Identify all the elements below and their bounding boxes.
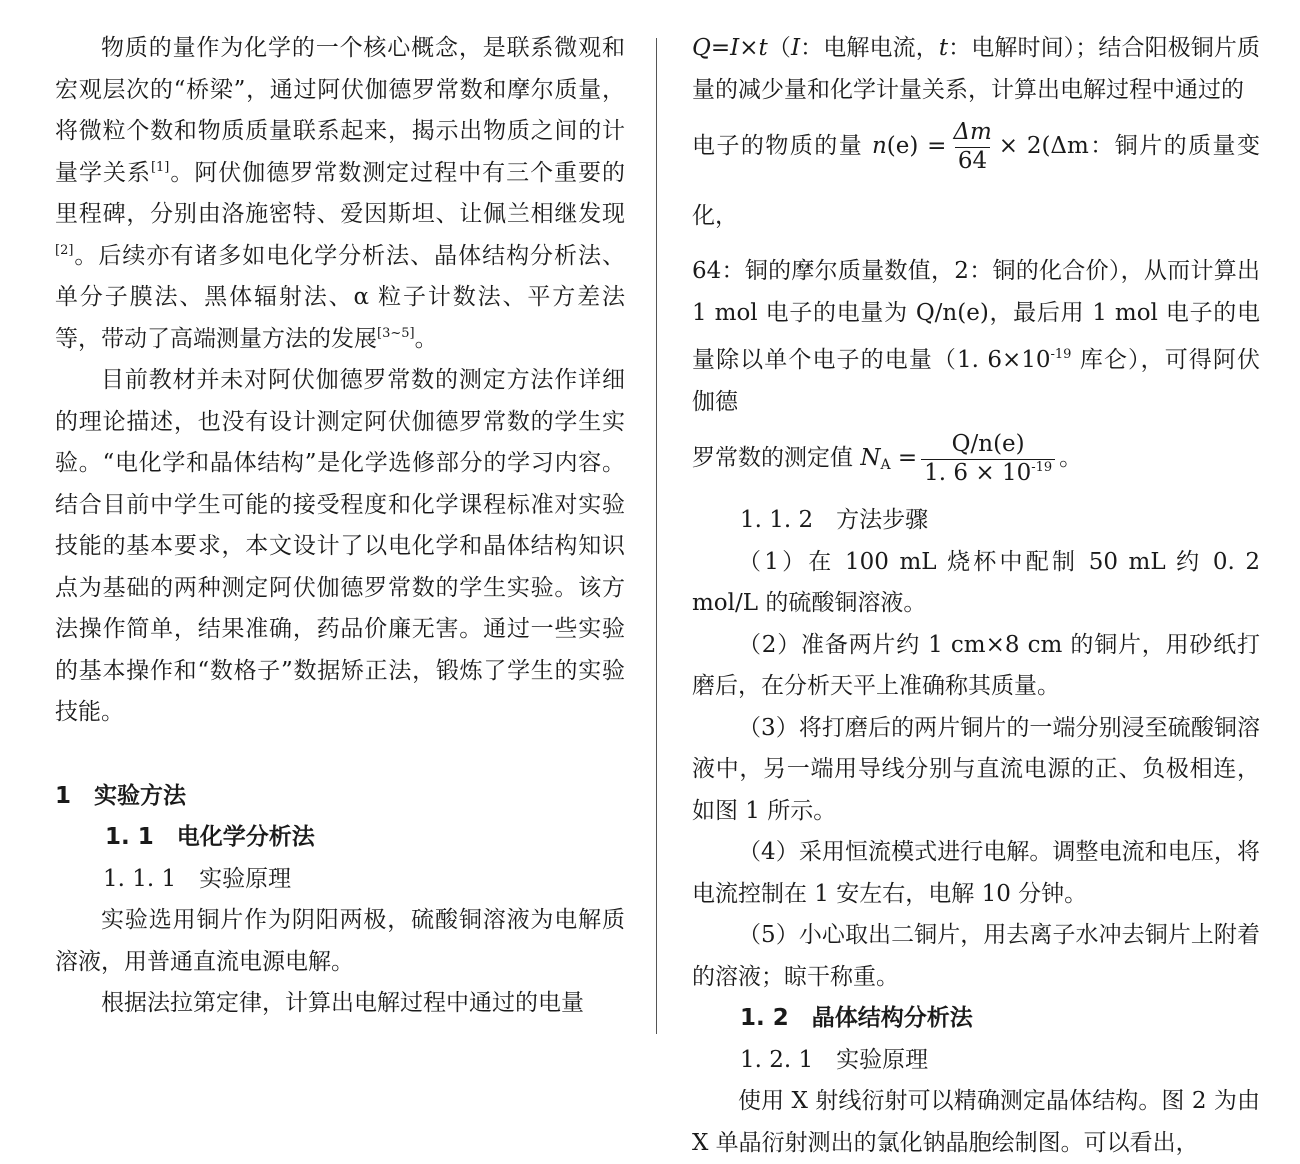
right-column xyxy=(692,28,1260,1164)
delta-m-fraction: $\frac{\Delta m}{64}$ xyxy=(953,118,992,174)
section-heading-1-2: 1. 2 晶体结构分析法 xyxy=(740,1005,973,1031)
charge-formula-paragraph: Q=I×t（I：电解电流，t：电解时间）；结合阳极铜片质量的减少量和化学计量关系，计算出电解过程中通过的 xyxy=(692,35,1261,103)
left-column xyxy=(55,28,625,1025)
principle-paragraph: 实验选用铜片作为阴阳两极，硫酸铜溶液为电解质溶液，用普通直流电源电解。 xyxy=(55,907,625,975)
step-2: （2）准备两片约 1 cm×8 cm 的铜片，用砂纸打磨后，在分析天平上准确称其质量。 xyxy=(692,631,1260,699)
section-heading-1-1-2: 1. 1. 2 方法步骤 xyxy=(740,507,929,533)
section-heading-1-2-1: 1. 2. 1 实验原理 xyxy=(740,1046,929,1073)
citation-3-5: [3~5] xyxy=(377,325,415,341)
avogadro-fraction: $\frac{Q/n(e)}{1. 6 \times 10^{-19}}$ xyxy=(921,431,1055,487)
faraday-paragraph: 根据法拉第定律，计算出电解过程中通过的电量 xyxy=(101,990,584,1016)
step-3: （3）将打磨后的两片铜片的一端分别浸至硫酸铜溶液中，另一端用导线分别与直流电源的正、负极相连，如图 1 所示。 xyxy=(692,714,1260,824)
step-5: （5）小心取出二铜片，用去离子水冲去铜片上附着的溶液；晾干称重。 xyxy=(692,922,1260,990)
avogadro-formula: 罗常数的测定值 $N_A$ = $\frac{Q/n(e)}{1. 6 \times 10^{-19}}$ 。 xyxy=(692,430,1083,486)
column-divider xyxy=(656,38,657,1034)
section-heading-1-1-1: 1. 1. 1 实验原理 xyxy=(103,865,292,892)
step-1: （1）在 100 mL 烧杯中配制 50 mL 约 0. 2 mol/L 的硫酸铜溶液。 xyxy=(692,548,1260,616)
step-4: （4）采用恒流模式进行电解。调整电流和电压，将电流控制在 1 安左右，电解 10 分钟。 xyxy=(692,839,1260,907)
xray-paragraph: 使用 X 射线衍射可以精确测定晶体结构。图 2 为由 X 单晶衍射测出的氯化钠晶胞绘制图。可以看出， xyxy=(692,1088,1260,1156)
motivation-paragraph: 目前教材并未对阿伏伽德罗常数的测定方法作详细的理论描述，也没有设计测定阿伏伽德罗常数的学生实验。“电化学和晶体结构”是化学选修部分的学习内容。结合目前中学生可能的接受程度和化学课程标准对实验技能的基本要求，本文设计了以电化学和晶体结构知识点为基础的两种测定阿伏伽德罗常数的学生实验。该方法操作简单，结果准确，药品价廉无害。通过一些实验的基本操作和“数格子”数据矫正法，锻炼了学生的实验技能。 xyxy=(55,367,625,725)
citation-2: [2] xyxy=(55,242,74,258)
section-heading-1-1: 1. 1 电化学分析法 xyxy=(105,824,315,850)
section-heading-1: 1 实验方法 xyxy=(55,782,187,809)
electron-mole-formula: 电子的物质的量 n(e) = $\frac{\Delta m}{64}$ × 2(Δm：铜片的质量变化， xyxy=(692,118,1261,229)
intro-paragraph: 物质的量作为化学的一个核心概念，是联系微观和宏观层次的“桥梁”，通过阿伏伽德罗常数和摩尔质量，将微粒个数和物质质量联系起来，揭示出物质之间的计量学关系[1]。阿伏伽德罗常数测定过程中有三个重要的里程碑，分别由洛施密特、爱因斯坦、让佩兰相继发现[2]。后续亦有诸多如电化学分析法、晶体结构分析法、单分子膜法、黑体辐射法、α 粒子计数法、平方差法等，带动了高端测量方法的发展[3~5]。 xyxy=(55,35,626,352)
calculation-paragraph: 64：铜的摩尔质量数值，2：铜的化合价），从而计算出 1 mol 电子的电量为 Q/n(e)，最后用 1 mol 电子的电量除以单个电子的电量（1. $6\times 10^{-19}$ 库仑），可得阿伏伽德 xyxy=(692,258,1260,415)
citation-1: [1] xyxy=(150,159,170,175)
